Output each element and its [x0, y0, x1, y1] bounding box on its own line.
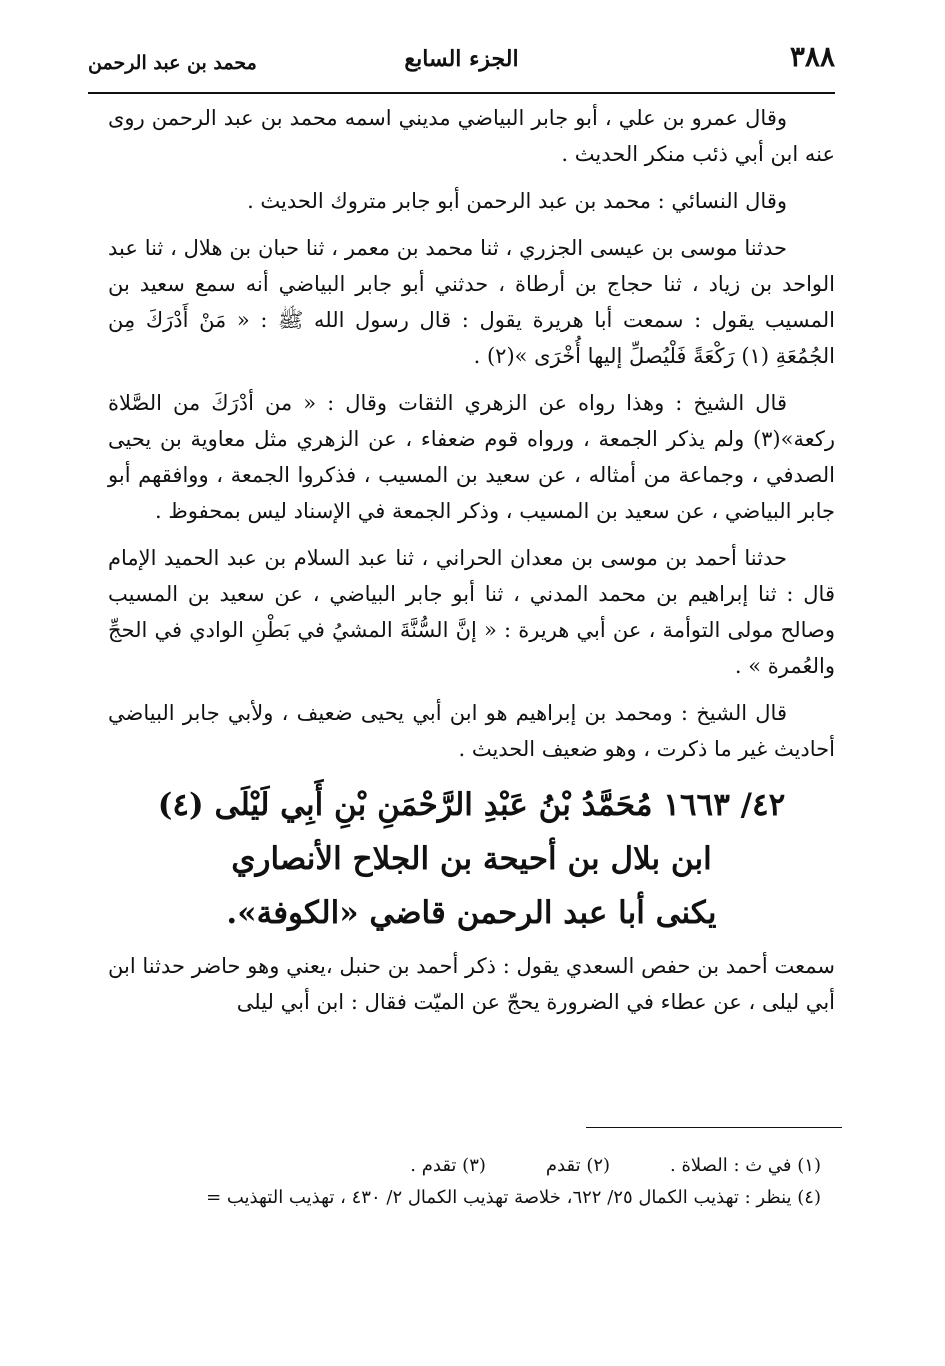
bio-name-line: ٤٢/ ١٦٦٣ مُحَمَّدُ بْنُ عَبْدِ الرَّحْمَنِ بْنِ أَبِي لَيْلَى (٤) [157, 787, 786, 823]
paragraph: قال الشيخ : ومحمد بن إبراهيم هو ابن أبي يحيى ضعيف ، ولأبي جابر البياضي أحاديث غير ما ذكرت ، وهو ضعيف الحديث . [108, 701, 835, 761]
footnote-rule [586, 1127, 842, 1128]
paragraph: حدثنا موسى بن عيسى الجزري ، ثنا محمد بن معمر ، ثنا حبان بن هلال ، ثنا عبد الواحد بن زياد ، ثنا حجاج بن أرطاة ، حدثني أبو جابر البياضي أنه سمع سعيد بن المسيب يقول : سمعت أبا هريرة يقول : قال رسول الله ﷺ : « مَنْ أَدْرَكَ مِن الجُمُعَةِ (١) رَكْعَةً فَلْيُصلِّ إليها أُخْرَى »(٢) . [108, 236, 835, 368]
footnote-3: (٣) تقدم . [410, 1155, 486, 1176]
footnote-2: (٢) تقدم [545, 1155, 611, 1176]
footnote-row [108, 1150, 821, 1182]
page-header [88, 40, 835, 92]
biography-heading [108, 778, 835, 940]
running-title: محمد بن عبد الرحمن [88, 52, 257, 74]
paragraph: قال الشيخ : وهذا رواه عن الزهري الثقات وقال : « من أدْرَكَ من الصَّلاة ركعة»(٣) ولم يذكر الجمعة ، ورواه قوم ضعفاء ، عن الزهري مثل معاوية بن يحيى الصدفي ، وجماعة من أمثاله ، عن سعيد بن المسيب ، فذكروا الجمعة ، ووافقهم أبو جابر البياضي ، عن سعيد بن المسيب ، وذكر الجمعة في الإسناد ليس بمحفوظ . [108, 391, 835, 523]
main-text [108, 100, 835, 1031]
bio-lineage-line: ابن بلال بن أحيحة بن الجلاح الأنصاري [231, 841, 712, 877]
closing-paragraph: سمعت أحمد بن حفص السعدي يقول : ذكر أحمد بن حنبل ،يعني وهو حاضر حدثنا ابن أبي ليلى ، عن عطاء في الضرورة يحجّ عن الميّت فقال : ابن أبي ليلى [108, 954, 835, 1014]
volume-title: الجزء السابع [404, 46, 519, 72]
paragraph: وقال النسائي : محمد بن عبد الرحمن أبو جابر متروك الحديث . [247, 189, 787, 213]
footnote-1: (١) في ث : الصلاة . [670, 1155, 821, 1176]
header-rule [88, 92, 835, 94]
footnote-4: (٤) ينظر : تهذيب الكمال ٢٥/ ٦٢٢، خلاصة تهذيب الكمال ٢/ ٤٣٠ ، تهذيب التهذيب = [206, 1187, 821, 1208]
bio-kunya-line: يكنى أبا عبد الرحمن قاضي «الكوفة». [226, 895, 717, 931]
paragraph: وقال عمرو بن علي ، أبو جابر البياضي مديني اسمه محمد بن عبد الرحمن روى عنه ابن أبي ذئب منكر الحديث . [108, 106, 835, 166]
paragraph: حدثنا أحمد بن موسى بن معدان الحراني ، ثنا عبد السلام بن عبد الحميد الإمام قال : ثنا إبراهيم بن محمد المدني ، ثنا أبو جابر البياضي ، عن سعيد بن المسيب وصالح مولى التوأمة ، عن أبي هريرة : « إنَّ السُّنَّةَ المشيُ في بَطْنِ الوادي في الحجِّ والعُمرة » . [108, 546, 835, 678]
footnotes [108, 1150, 821, 1214]
page-number: ٣٨٨ [789, 40, 835, 73]
